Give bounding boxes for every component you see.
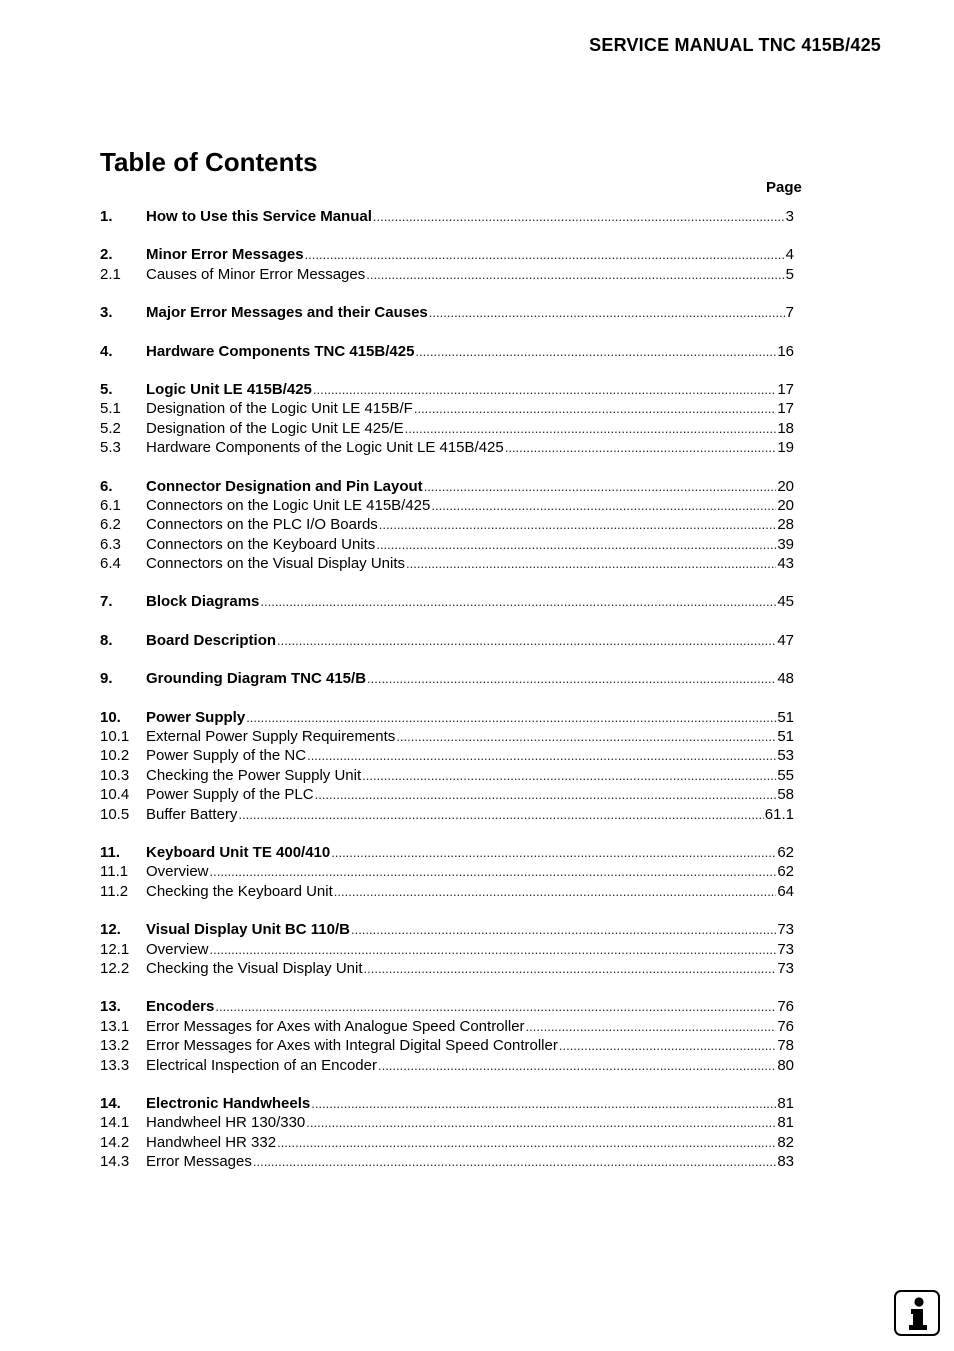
toc-section-row	[100, 766, 794, 785]
toc-number: 13.1	[100, 1017, 130, 1035]
toc-dot-leader	[406, 554, 776, 573]
toc-section-row	[100, 554, 794, 573]
toc-dot-leader	[505, 438, 777, 457]
toc-section-row	[100, 438, 794, 457]
toc-entry-title: Connectors on the Visual Display Units	[146, 555, 406, 573]
toc-number: 14.1	[100, 1114, 130, 1132]
toc-dot-leader	[366, 265, 784, 284]
toc-number: 10.2	[100, 747, 130, 765]
toc-number: 5.	[100, 380, 113, 398]
toc-entry-title: Overview	[146, 940, 209, 958]
toc-page-number: 81	[777, 1114, 794, 1132]
table-of-contents	[100, 207, 794, 1171]
toc-entry-title: Encoders	[146, 998, 215, 1016]
toc-number: 13.	[100, 998, 121, 1016]
toc-entry-title: Connector Designation and Pin Layout	[146, 477, 423, 495]
toc-page-number: 28	[777, 516, 794, 534]
toc-dot-leader	[277, 1133, 776, 1152]
toc-number: 6.4	[100, 555, 121, 573]
toc-dot-leader	[379, 515, 777, 534]
toc-section-row	[100, 419, 794, 438]
toc-entry-title: Minor Error Messages	[146, 246, 304, 264]
toc-number: 8.	[100, 631, 113, 649]
toc-chapter-row	[100, 303, 794, 322]
toc-page-number: 3	[785, 208, 794, 225]
toc-dot-leader	[331, 843, 776, 862]
toc-number: 6.2	[100, 516, 121, 534]
toc-dot-leader	[424, 477, 777, 496]
toc-entry-title: Causes of Minor Error Messages	[146, 265, 366, 283]
toc-page-number: 47	[777, 631, 794, 649]
toc-dot-leader	[351, 920, 776, 939]
page-title: Table of Contents	[100, 147, 318, 177]
toc-chapter-row	[100, 920, 794, 939]
toc-entry-title: Handwheel HR 130/330	[146, 1114, 306, 1132]
toc-entry-title: Connectors on the PLC I/O Boards	[146, 516, 378, 534]
toc-dot-leader	[415, 342, 776, 361]
toc-number: 3.	[100, 304, 113, 322]
toc-entry-title: Buffer Battery	[146, 805, 238, 823]
toc-page-number: 53	[777, 747, 794, 765]
toc-entry-title: Error Messages for Axes with Integral Digital Speed Controller	[146, 1037, 558, 1055]
toc-page-number: 39	[777, 535, 794, 553]
toc-entry-title: Connectors on the Keyboard Units	[146, 535, 376, 553]
toc-number: 10.5	[100, 805, 130, 823]
toc-chapter-row	[100, 245, 794, 264]
toc-page-number: 62	[777, 843, 794, 861]
toc-page-number: 55	[777, 766, 794, 784]
toc-number: 14.2	[100, 1133, 130, 1151]
toc-entry-title: Power Supply of the PLC	[146, 786, 314, 804]
toc-section-row	[100, 399, 794, 418]
toc-page-number: 20	[777, 496, 794, 514]
toc-section-row	[100, 1036, 794, 1055]
toc-page-number: 7	[785, 304, 794, 322]
toc-page-number: 20	[777, 477, 794, 495]
toc-chapter-row	[100, 592, 794, 611]
toc-chapter-row	[100, 997, 794, 1016]
toc-number: 2.	[100, 246, 113, 264]
toc-dot-leader	[334, 882, 777, 901]
toc-number: 10.4	[100, 786, 130, 804]
toc-page-number: 62	[777, 863, 794, 881]
toc-number: 5.3	[100, 439, 121, 457]
page-column-label: Page	[766, 179, 802, 196]
toc-page-number: 48	[777, 670, 794, 688]
toc-entry-title: Power Supply of the NC	[146, 747, 307, 765]
toc-page-number: 17	[777, 380, 794, 398]
toc-entry-title: Checking the Keyboard Unit	[146, 882, 333, 900]
toc-page-number: 76	[777, 1017, 794, 1035]
toc-entry-title: Hardware Components TNC 415B/425	[146, 342, 415, 360]
toc-entry-title: Error Messages	[146, 1153, 252, 1171]
toc-entry-title: Connectors on the Logic Unit LE 415B/425	[146, 496, 431, 514]
toc-entry-title: Block Diagrams	[146, 593, 260, 611]
toc-entry-title: Designation of the Logic Unit LE 425/E	[146, 419, 404, 437]
toc-number: 1.	[100, 208, 113, 225]
toc-chapter-row	[100, 631, 794, 650]
toc-dot-leader	[307, 746, 776, 765]
toc-number: 12.2	[100, 959, 130, 977]
toc-number: 13.3	[100, 1056, 130, 1074]
toc-page-number: 61.1	[764, 805, 794, 823]
toc-page-number: 17	[777, 400, 794, 418]
toc-entry-title: External Power Supply Requirements	[146, 728, 396, 746]
toc-number: 12.	[100, 921, 121, 939]
toc-section-row	[100, 265, 794, 284]
toc-entry-title: Keyboard Unit TE 400/410	[146, 843, 331, 861]
manual-header: SERVICE MANUAL TNC 415B/425	[589, 35, 881, 55]
toc-entry-title: Electronic Handwheels	[146, 1094, 311, 1112]
toc-chapter-row	[100, 380, 794, 399]
toc-page-number: 82	[777, 1133, 794, 1151]
toc-page-number: 18	[777, 419, 794, 437]
toc-section-row	[100, 496, 794, 515]
toc-entry-title: Hardware Components of the Logic Unit LE 415B/425	[146, 439, 504, 457]
toc-section-row	[100, 959, 794, 978]
toc-page-number: 73	[777, 959, 794, 977]
toc-chapter-row	[100, 477, 794, 496]
toc-number: 10.3	[100, 766, 130, 784]
toc-section-row	[100, 882, 794, 901]
toc-page-number: 51	[777, 728, 794, 746]
toc-entry-title: Electrical Inspection of an Encoder	[146, 1056, 377, 1074]
toc-dot-leader	[313, 380, 776, 399]
toc-number: 5.2	[100, 419, 121, 437]
toc-dot-leader	[210, 940, 777, 959]
toc-dot-leader	[559, 1036, 776, 1055]
toc-section-row	[100, 515, 794, 534]
toc-number: 2.1	[100, 265, 121, 283]
toc-dot-leader	[215, 997, 776, 1016]
toc-entry-title: Checking the Power Supply Unit	[146, 766, 362, 784]
toc-section-row	[100, 1113, 794, 1132]
toc-page-number: 58	[777, 786, 794, 804]
toc-number: 6.3	[100, 535, 121, 553]
toc-section-row	[100, 862, 794, 881]
toc-section-row	[100, 1017, 794, 1036]
toc-page-number: 64	[777, 882, 794, 900]
toc-section-row	[100, 785, 794, 804]
toc-page-number: 80	[777, 1056, 794, 1074]
toc-number: 6.	[100, 477, 113, 495]
toc-page-number: 81	[777, 1094, 794, 1112]
toc-dot-leader	[246, 708, 776, 727]
toc-entry-title: Visual Display Unit BC 110/B	[146, 921, 350, 939]
toc-entry-title: Logic Unit LE 415B/425	[146, 380, 312, 398]
toc-dot-leader	[305, 245, 785, 264]
toc-number: 10.	[100, 708, 121, 726]
toc-chapter-row	[100, 342, 794, 361]
toc-dot-leader	[277, 631, 776, 650]
toc-dot-leader	[429, 303, 785, 322]
toc-entry-title: Designation of the Logic Unit LE 415B/F	[146, 400, 413, 418]
toc-page-number: 5	[785, 265, 794, 283]
toc-number: 4.	[100, 342, 113, 360]
toc-section-row	[100, 746, 794, 765]
toc-chapter-row	[100, 669, 794, 688]
toc-dot-leader	[414, 399, 776, 418]
toc-number: 7.	[100, 593, 113, 611]
toc-number: 11.	[100, 843, 121, 861]
toc-page-number: 76	[777, 998, 794, 1016]
toc-page-number: 45	[777, 593, 794, 611]
toc-section-row	[100, 535, 794, 554]
toc-number: 13.2	[100, 1037, 130, 1055]
toc-entry-title: Error Messages for Axes with Analogue Speed Controller	[146, 1017, 525, 1035]
toc-dot-leader	[311, 1094, 776, 1113]
toc-dot-leader	[526, 1017, 777, 1036]
toc-dot-leader	[378, 1056, 776, 1075]
toc-number: 11.2	[100, 882, 129, 900]
toc-entry-title: Major Error Messages and their Causes	[146, 304, 428, 322]
toc-dot-leader	[364, 959, 777, 978]
toc-dot-leader	[362, 766, 776, 785]
toc-page-number: 83	[777, 1153, 794, 1171]
toc-dot-leader	[373, 207, 785, 226]
toc-number: 6.1	[100, 496, 121, 514]
toc-page-number: 4	[785, 246, 794, 264]
toc-entry-title: Overview	[146, 863, 209, 881]
toc-section-row	[100, 727, 794, 746]
toc-dot-leader	[376, 535, 776, 554]
toc-page-number: 73	[777, 940, 794, 958]
toc-number: 5.1	[100, 400, 121, 418]
toc-number: 11.1	[100, 863, 129, 881]
info-icon	[894, 1290, 940, 1336]
toc-section-row	[100, 805, 794, 824]
toc-dot-leader	[210, 862, 777, 881]
toc-section-row	[100, 1152, 794, 1171]
toc-number: 14.3	[100, 1153, 130, 1171]
toc-dot-leader	[405, 419, 777, 438]
toc-dot-leader	[260, 592, 776, 611]
toc-entry-title: Grounding Diagram TNC 415/B	[146, 670, 367, 688]
toc-page-number: 78	[777, 1037, 794, 1055]
toc-page-number: 16	[777, 342, 794, 360]
toc-page-number: 19	[777, 439, 794, 457]
toc-dot-leader	[315, 785, 777, 804]
toc-chapter-row	[100, 708, 794, 727]
toc-entry-title: Board Description	[146, 631, 277, 649]
toc-chapter-row	[100, 843, 794, 862]
toc-section-row	[100, 1056, 794, 1075]
toc-chapter-row	[100, 207, 794, 226]
toc-dot-leader	[306, 1113, 776, 1132]
toc-page-number: 73	[777, 921, 794, 939]
toc-number: 12.1	[100, 940, 130, 958]
toc-entry-title: How to Use this Service Manual	[146, 208, 372, 225]
toc-dot-leader	[238, 805, 763, 824]
toc-page-number: 43	[777, 555, 794, 573]
toc-dot-leader	[367, 669, 776, 688]
toc-number: 14.	[100, 1094, 121, 1112]
toc-number: 10.1	[100, 728, 130, 746]
toc-chapter-row	[100, 1094, 794, 1113]
toc-section-row	[100, 1133, 794, 1152]
toc-section-row	[100, 940, 794, 959]
toc-dot-leader	[431, 496, 776, 515]
toc-entry-title: Checking the Visual Display Unit	[146, 959, 363, 977]
toc-entry-title: Power Supply	[146, 708, 246, 726]
toc-dot-leader	[253, 1152, 776, 1171]
toc-entry-title: Handwheel HR 332	[146, 1133, 277, 1151]
toc-dot-leader	[396, 727, 776, 746]
toc-page-number: 51	[777, 708, 794, 726]
toc-number: 9.	[100, 670, 113, 688]
